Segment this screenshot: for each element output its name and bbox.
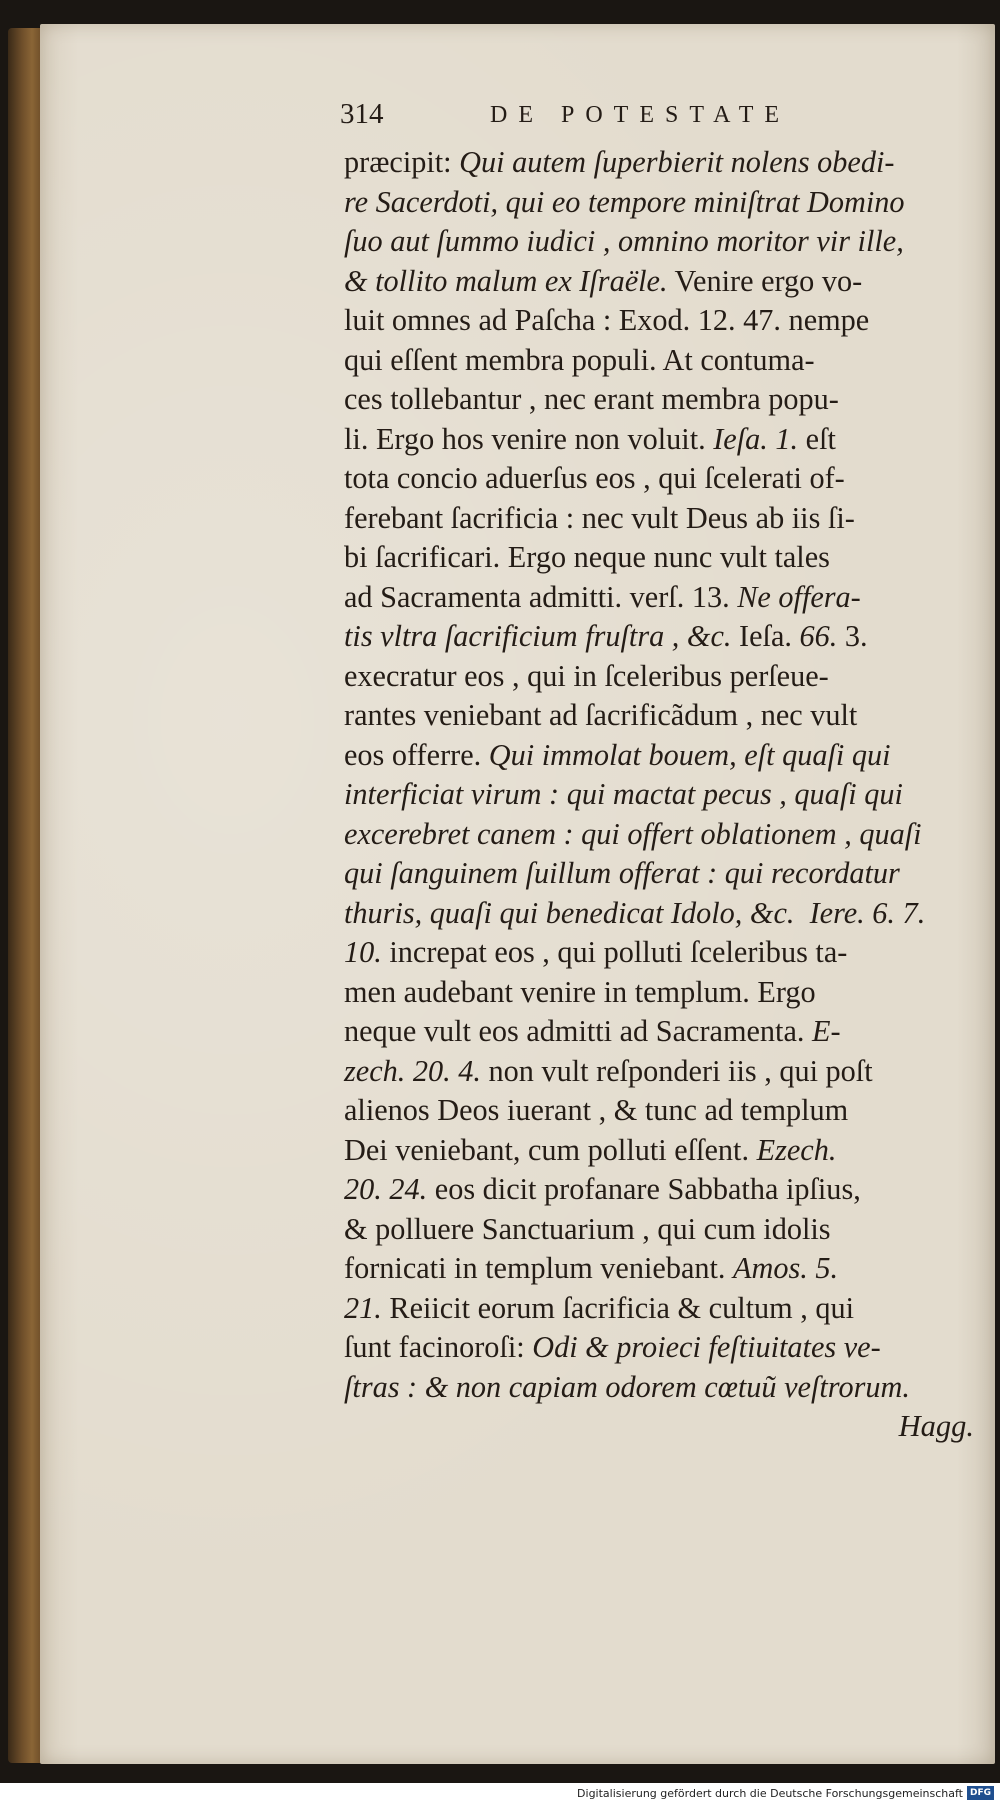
roman-text: li. Ergo hos venire non voluit. [344, 421, 714, 456]
italic-text: ſuo aut ſummo iudici , omnino moritor vir ille, [344, 224, 904, 258]
roman-text: rantes veniebant ad ſacrificãdum , nec vult [344, 698, 858, 732]
italic-text: E- [812, 1014, 841, 1048]
text-line [344, 1289, 969, 1329]
text-line [344, 775, 969, 815]
roman-text: ferebant ſacrificia : nec vult Deus ab iis ſi- [344, 500, 855, 535]
roman-text: non vult reſponderi iis , qui poſt [480, 1053, 873, 1088]
roman-text: eos dicit profanare Sabbatha ipſius, [427, 1172, 861, 1206]
text-line [344, 1091, 969, 1131]
text-line [344, 933, 969, 973]
text-line [344, 815, 969, 855]
text-line [344, 341, 969, 381]
italic-text: qui ſanguinem ſuillum offerat : qui recordatur [344, 856, 900, 890]
roman-text: tota concio aduerſus eos , qui ſcelerati of- [344, 461, 845, 495]
dfg-logo: DFG [967, 1786, 994, 1800]
roman-text: ad Sacramenta admitti. verſ. 13. [344, 579, 738, 614]
body-text [344, 143, 974, 1447]
page-number: 314 [340, 98, 384, 130]
text-line [344, 1368, 969, 1408]
text-line [344, 1249, 969, 1289]
roman-text: & polluere Sanctuarium , qui cum idolis [344, 1211, 831, 1246]
roman-text: Venire ergo vo- [667, 263, 863, 298]
italic-text: Ne offera- [737, 579, 861, 614]
running-head: DE POTESTATE [490, 102, 791, 128]
text-line [344, 1328, 969, 1368]
roman-text: men audebant venire in templum. Ergo [344, 974, 816, 1009]
italic-text: & tollito malum ex Iſraële. [344, 263, 668, 298]
italic-text: 21. [344, 1290, 382, 1325]
text-line [344, 499, 969, 539]
credit-text: Digitalisierung gefördert durch die Deutsche Forschungsgemeinschaft [577, 1786, 963, 1800]
text-line [344, 380, 969, 420]
text-line [344, 222, 969, 262]
text-line [344, 301, 969, 341]
digitization-credit [577, 1785, 994, 1801]
italic-text: Amos. 5. [733, 1251, 839, 1285]
text-line [344, 1012, 969, 1052]
roman-text: neque vult eos admitti ad Sacramenta. [344, 1014, 813, 1048]
roman-text: ces tollebantur , nec erant membra popu- [344, 382, 839, 416]
roman-text: bi ſacrificari. Ergo neque nunc vult tales [344, 540, 830, 574]
text-line [344, 1131, 969, 1171]
text-line [344, 262, 969, 302]
roman-text: luit omnes ad Paſcha : Exod. 12. 47. nempe [344, 303, 870, 337]
italic-text: Ieſa. 1. [713, 421, 799, 456]
text-line [344, 1170, 969, 1210]
text-line [344, 736, 969, 776]
italic-text: Qui immolat bouem, eſt quaſi qui [488, 737, 891, 772]
roman-text: eos offerre. [344, 737, 489, 772]
roman-text: qui eſſent membra populi. At contuma- [344, 342, 815, 377]
italic-text: 66. [799, 619, 838, 653]
italic-text: Qui autem ſuperbierit nolens obedi- [459, 145, 895, 179]
text-line [344, 578, 969, 618]
text-line [344, 696, 969, 736]
italic-text: tis vltra ſacrificium fruſtra , &c. [344, 619, 732, 653]
roman-text: execratur eos , qui in ſceleribus perſeue- [344, 658, 829, 693]
roman-text: Dei veniebant, cum polluti eſſent. [344, 1132, 757, 1167]
roman-text: Reiicit eorum ſacrificia & cultum , qui [381, 1290, 855, 1325]
text-line [344, 657, 969, 697]
catchword: Hagg. [898, 1409, 974, 1443]
roman-text: Ieſa. [731, 619, 800, 653]
italic-text: ſtras : & non capiam odorem cœtuũ veſtrorum. [344, 1369, 910, 1404]
text-line [344, 973, 969, 1013]
text-line [344, 538, 969, 578]
italic-text: thuris, quaſi qui benedicat Idolo, &c. Iere. 6. 7. [344, 895, 926, 930]
roman-text: eſt [798, 421, 836, 456]
text-line [344, 1210, 969, 1250]
text-line [344, 617, 969, 657]
italic-text: 10. [344, 935, 382, 969]
italic-text: zech. 20. 4. [344, 1053, 481, 1088]
text-line [344, 1052, 969, 1092]
roman-text: 3. [837, 619, 868, 653]
italic-text: Odi & proieci feſtiuitates ve- [532, 1330, 881, 1364]
text-line [344, 459, 969, 499]
text-line [344, 143, 969, 183]
italic-text: excerebret canem : qui offert oblationem , quaſi [344, 816, 922, 851]
text-line [344, 420, 969, 460]
italic-text: re Sacerdoti, qui eo tempore miniſtrat Domino [344, 184, 905, 219]
roman-text: fornicati in templum veniebant. [344, 1251, 734, 1285]
text-line [344, 894, 969, 934]
roman-text: præcipit: [344, 145, 460, 179]
page-header [340, 96, 900, 136]
roman-text: ſunt facinoroſi: [344, 1330, 533, 1364]
italic-text: Ezech. [756, 1132, 837, 1167]
roman-text: alienos Deos iuerant , & tunc ad templum [344, 1093, 849, 1127]
text-line [344, 183, 969, 223]
text-line [344, 854, 969, 894]
italic-text: interficiat virum : qui mactat pecus , quaſi qui [344, 777, 903, 811]
italic-text: 20. 24. [344, 1172, 428, 1206]
roman-text: increpat eos , qui polluti ſceleribus ta- [381, 935, 848, 969]
